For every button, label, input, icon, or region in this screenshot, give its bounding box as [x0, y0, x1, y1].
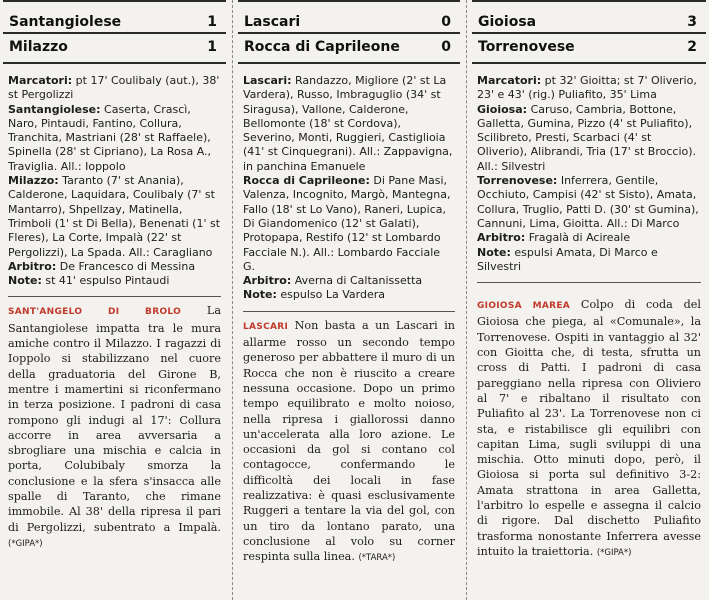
match-report — [235, 318, 463, 567]
report-text: La Santangiolese impatta tra le mura amiche contro il Milazzo. I ragazzi di Ioppolo si stabilizzano nel cuore della graduatoria del Girone B, mentre i mamertini si riconfermano in terza posizione. I padroni di casa rompono gli indugi al 17': Collura accorre in area avversaria a sbrogliare una mischia e calcia in porta, Colubibaly smorza la conclusione e la sfera s'insacca alle spalle di Taranto, che rimane immobile. Al 38' della ripresa il pari di Pergolizzi, subentrato a Impalà. — [8, 304, 221, 534]
notes-label: Note: — [477, 245, 511, 259]
away-lineup-label: Torrenovese: — [477, 174, 558, 188]
notes: espulso La Vardera — [280, 288, 385, 302]
match-column-1 — [0, 0, 229, 600]
home-lineup-line — [243, 74, 455, 174]
match-report — [0, 303, 229, 552]
referee: Averna di Caltanissetta — [294, 274, 423, 288]
notes-line — [8, 274, 221, 288]
scorers: pt 17' Coulibaly (aut.), 38' st Pergolizzi — [8, 74, 220, 102]
home-team: Gioiosa — [478, 14, 537, 30]
referee-label: Arbitro: — [8, 259, 57, 273]
dateline: LASCARI — [243, 321, 289, 332]
scorers: pt 32' Gioitta; st 7' Oliverio, 23' e 43' (rig.) Puliafito, 35' Lima — [477, 74, 697, 102]
notes-line — [243, 288, 455, 302]
away-lineup-label: Milazzo: — [8, 174, 59, 188]
away-goals: 0 — [441, 39, 451, 55]
match-sheet — [469, 74, 709, 274]
away-score-row — [3, 34, 226, 64]
home-lineup-label: Lascari: — [243, 74, 292, 87]
home-score-row — [472, 0, 706, 34]
home-lineup-line — [8, 103, 221, 174]
scorers-label: Marcatori: — [8, 74, 73, 87]
notes-label: Note: — [8, 274, 42, 288]
match-sheet — [235, 74, 463, 303]
dateline: SANT'ANGELO DI BROLO — [8, 307, 182, 318]
home-lineup: Randazzo, Migliore (2' st La Vardera), Russo, Imbraguglio (34' st Siragusa), Vallone, Calderone, Bellomonte (18' st Cordova), Severino, Monti, Ruggieri, Castiglioia (41' st Cinquegrani). All.: Zappavigna, in panchina Emanuele — [243, 74, 453, 173]
scorers-line — [477, 74, 701, 103]
column-divider — [466, 0, 467, 600]
referee-label: Arbitro: — [477, 231, 526, 245]
away-goals: 2 — [687, 39, 697, 55]
match-sheet — [0, 74, 229, 288]
notes: espulsi Amata, Di Marco e Silvestri — [477, 245, 658, 273]
notes: st 41' espulso Pintaudi — [45, 274, 170, 288]
referee: De Francesco di Messina — [59, 259, 196, 273]
scorers-label: Marcatori: — [477, 74, 542, 87]
home-goals: 1 — [207, 14, 217, 30]
away-lineup: Di Pane Masi, Valenza, Incognito, Margò, Mantegna, Fallo (18' st Lo Vano), Raneri, Lupica, Di Giandomenico (12' st Galati), Protopapa, Restifo (12' st Lombardo Facciale N.). All.: Lombardo Facciale G. — [243, 174, 451, 273]
away-team: Rocca di Caprileone — [244, 39, 400, 55]
home-lineup-label: Santangiolese: — [8, 102, 101, 116]
home-goals: 3 — [687, 14, 697, 30]
away-score-row — [472, 34, 706, 64]
home-lineup: Caruso, Cambria, Bottone, Galletta, Gumina, Pizzo (4' st Puliafito), Scilibreto, Presti, Scarbaci (4' st Oliverio), Alibrandi, Tria (17' st Broccio). All.: Silvestri — [477, 102, 697, 173]
home-team: Santangiolese — [9, 14, 122, 30]
home-lineup: Caserta, Crascì, Naro, Pintaudi, Fantino, Collura, Tranchita, Mastriani (28' st Raffaele), Spinella (28' st Cipriano), La Rosa A., Traviglia. All.: Ioppolo — [8, 102, 212, 173]
referee-label: Arbitro: — [243, 274, 292, 288]
away-score-row — [238, 34, 460, 64]
away-lineup-line — [8, 174, 221, 260]
away-team: Milazzo — [9, 39, 68, 55]
author-signature: (*GIPA*) — [596, 547, 632, 558]
referee-line — [243, 274, 455, 288]
match-column-2 — [235, 0, 463, 600]
home-score-row — [3, 0, 226, 34]
author-signature: (*TARA*) — [358, 553, 396, 564]
home-lineup-label: Gioiosa: — [477, 102, 528, 116]
away-lineup-line — [477, 174, 701, 231]
dateline: GIOIOSA MAREA — [477, 301, 571, 312]
report-text: Non basta a un Lascari in allarme rosso un secondo tempo generoso per abbattere il muro di un Rocca che non è riuscito a creare nessuna occasione. Dopo un primo tempo equilibrato e molto noioso, nella ripresa i giallorossi danno un'accelerata alla loro azione. Le occasioni da gol si contano col contagocce, confermando le difficoltà dei locali in fase realizzativa: è quasi esclusivamente Ruggeri a tentare la via del gol, con un tiro da lontano parato, una conclusione al volo su corner respinta sulla linea. — [243, 318, 455, 564]
away-lineup: Taranto (7' st Anania), Calderone, Laquidara, Coulibaly (7' st Mantarro), Shpellzay, Matinella, Trimboli (1' st Di Bella), Benenati (1' st Fleres), La Corte, Impalà (22' st Pergolizzi), La Spada. All.: Caragliano — [8, 174, 221, 259]
away-goals: 1 — [207, 39, 217, 55]
home-goals: 0 — [441, 14, 451, 30]
notes-label: Note: — [243, 288, 277, 302]
referee-line — [8, 260, 221, 274]
away-team: Torrenovese — [478, 39, 575, 55]
home-team: Lascari — [244, 14, 301, 30]
referee: Fragalà di Acireale — [528, 231, 631, 245]
away-lineup-line — [243, 174, 455, 274]
match-report — [469, 297, 709, 561]
report-text: Colpo di coda del Gioiosa che piega, al «Comunale», la Torrenovese. Ospiti in vantaggio al 32' con Gioitta che, di testa, sfrutta un cross di Patti. I padroni di casa pareggiano nella ripresa con Oliviero al 7' e ribaltano il risultato con Puliafito al 23'. La Torrenovese non ci sta, e ristabilisce gli equilibri con capitan Lima, sugli sviluppi di una mischia. Otto minuti dopo, però, il Gioiosa si porta sul definitivo 3-2: Amata strattona in area Galletta, l'arbitro lo espelle e assegna il calcio di rigore. Dal dischetto Puliafito trasforma nonostante Inferrera avesse intuito la traiettoria. — [477, 298, 701, 558]
column-divider — [232, 0, 233, 600]
away-lineup: Inferrera, Gentile, Occhiuto, Campisi (42' st Sisto), Amata, Collura, Truglio, Patti D. (30' st Gumina), Cannuni, Lima, Gioitta. All.: Di Marco — [477, 174, 699, 230]
away-lineup-label: Rocca di Caprileone: — [243, 174, 370, 188]
home-lineup-line — [477, 103, 701, 174]
author-signature: (*GIPA*) — [8, 538, 43, 549]
notes-line — [477, 246, 701, 275]
home-score-row — [238, 0, 460, 34]
scorers-line — [8, 74, 221, 103]
referee-line — [477, 231, 701, 245]
match-column-3 — [469, 0, 709, 600]
